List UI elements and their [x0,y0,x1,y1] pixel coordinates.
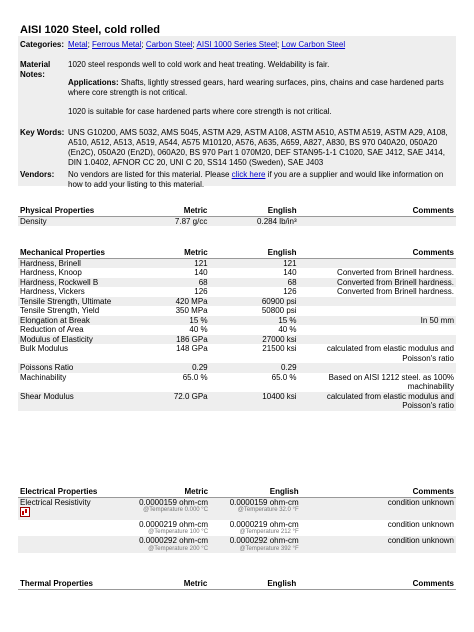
property-name: Shear Modulus [20,391,74,401]
metric-value: 148 GPa [176,344,208,353]
comment: Converted from Brinell hardness. [337,268,454,277]
table-row [18,363,456,373]
english-value: 121 [283,258,297,268]
comments-column-header: Comments [412,579,454,588]
table-row [18,520,456,537]
english-value: 126 [283,287,297,296]
material-notes-applications [68,78,452,98]
property-name: Density [20,216,47,226]
comment [299,363,456,373]
english-value: 50800 psi [261,306,297,315]
page-title: AISI 1020 Steel, cold rolled [20,24,160,36]
english-value: 27000 ksi [262,334,297,344]
categories-list: Metal; Ferrous Metal; Carbon Steel; AISI 1000 Series Steel; Low Carbon Steel [68,40,346,49]
vendors-text [68,170,452,190]
keywords-label: Key Words: [20,128,65,137]
metric-value: 140 [194,268,208,277]
property-name: Hardness, Brinell [20,258,81,268]
metric-value-text: 0.0000219 ohm-cm [139,519,209,529]
table-row [18,373,456,392]
property-name: Hardness, Rockwell B [20,277,99,287]
comment [299,325,456,335]
english-value: 65.0 % [271,372,297,382]
comment [299,297,456,307]
comment: Based on AISI 1212 steel. as 100% machinability [328,372,454,391]
table-row [18,287,456,297]
metric-value: 15 % [189,315,208,325]
table-row [18,335,456,345]
comment [299,306,456,316]
comment: calculated from elastic modulus and Poisson's ratio [326,344,454,363]
metric-value [127,520,210,537]
metric-value-text: 0.0000292 ohm-cm [139,536,209,545]
english-value [210,536,301,553]
comment: condition unknown [387,519,454,529]
metric-column-header: Metric [183,206,208,215]
electrical-properties-header: Electrical Properties [20,487,98,496]
property-name: Tensile Strength, Ultimate [20,296,112,306]
property-name: Tensile Strength, Yield [20,306,100,315]
english-column-header: English [267,579,297,588]
english-condition: @Temperature 212 °F [239,529,299,535]
comments-column-header: Comments [412,487,454,496]
english-value: 0.284 lb/in³ [257,216,297,226]
keywords-text: UNS G10200, AMS 5032, AMS 5045, ASTM A29, ASTM A108, ASTM A510, ASTM A519, ASTM A29, A108, A510, A512, A513, A519, A544, A575 M10120, A576, A635, A659, A827, A830, BS 970 040A20, 050A20 (En2C), 050A20 (En2D), 060A20, BS 970 Part 1 070M20, DEF STAN95-1-1 C1020, SAE J412, SAE J414, DIN 1.0402, AFNOR CC 20, UNI C 20, SS14 1450 (Sweden), SAE J403 [68,128,448,167]
english-value [210,520,301,537]
material-notes-p1: 1020 steel responds well to cold work and heat treating. Weldability is fair. [68,60,330,69]
english-value: 140 [283,268,297,277]
table-row [18,306,456,316]
table-row [18,497,456,520]
table-row [18,316,456,326]
metric-value: 126 [194,287,208,296]
property-cell [18,497,127,520]
english-condition: @Temperature 392 °F [239,545,299,552]
metric-column-header: Metric [183,579,208,588]
comment [299,335,456,345]
category-link-ferrous-metal[interactable]: Ferrous Metal [92,40,142,49]
applications-label: Applications: [68,78,119,87]
table-row [18,536,456,553]
metric-value: 7.87 g/cc [174,216,208,226]
english-value: 40 % [278,325,297,334]
category-link-metal[interactable]: Metal [68,40,88,49]
thermal-properties-header: Thermal Properties [20,579,93,588]
metric-value: 40 % [189,325,208,334]
table-row [18,325,456,335]
english-value [210,497,301,520]
english-value: 60900 psi [261,296,297,306]
metric-value: 121 [194,258,208,268]
table-row [18,258,456,268]
metric-value [127,536,210,553]
category-link-carbon-steel[interactable]: Carbon Steel [145,40,193,49]
applications-text: Shafts, lightly stressed gears, hard wearing surfaces, pins, chains and case hardened parts where core strength is not critical. [68,78,444,97]
category-link-low-carbon-steel[interactable]: Low Carbon Steel [281,40,346,49]
material-notes-p3: 1020 is suitable for case hardened parts where core strength is not critical. [68,107,332,116]
material-notes-label: Material Notes: [20,60,51,79]
metric-condition: @Temperature 100 °C [148,529,209,535]
property-name: Poissons Ratio [20,363,74,372]
table-row [18,268,456,278]
property-cell [18,520,127,537]
property-name: Machinability [20,372,67,382]
metric-condition: @Temperature 200 °C [148,545,209,552]
electrical-properties-table [18,487,456,553]
metric-value: 72.0 GPa [173,391,208,401]
comment: calculated from elastic modulus and Poisson's ratio [326,391,454,410]
table-row [18,344,456,363]
metric-column-header: Metric [184,487,209,496]
metric-value [127,497,210,520]
chart-icon[interactable] [20,507,30,517]
english-column-header: English [269,487,299,496]
comments-column-header: Comments [412,206,454,215]
english-value-text: 0.0000292 ohm-cm [229,536,299,545]
english-value: 10400 ksi [262,391,297,401]
comment: Converted from Brinell hardness. [337,277,454,287]
thermal-properties-table [18,579,456,590]
comment: In 50 mm [420,315,454,325]
vendors-text-after: if you are a supplier and would like information on how to add your listing to this material. [68,170,444,189]
vendors-label: Vendors: [20,170,55,179]
property-name: Modulus of Elasticity [20,334,93,344]
categories-label: Categories: [20,40,65,49]
metric-value: 420 MPa [175,296,208,306]
comment [299,216,456,226]
comments-column-header: Comments [412,248,454,257]
metric-value: 65.0 % [182,372,208,382]
comment: condition unknown [387,497,454,507]
comment: Converted from Brinell hardness. [337,287,454,296]
property-name: Hardness, Knoop [20,268,82,277]
english-value-text: 0.0000159 ohm-cm [229,497,299,507]
property-name: Hardness, Vickers [20,287,85,296]
metric-value-text: 0.0000159 ohm-cm [139,497,209,507]
english-value: 0.29 [280,363,297,372]
table-row [18,278,456,288]
property-name: Bulk Modulus [20,344,69,353]
table-row [18,216,456,226]
property-name: Electrical Resistivity [20,497,91,507]
english-value: 68 [287,277,297,287]
english-column-header: English [267,206,297,215]
metric-column-header: Metric [184,248,208,257]
property-cell [18,536,127,553]
english-condition: @Temperature 32.0 °F [237,507,299,513]
property-name: Elongation at Break [20,315,90,325]
metric-condition: @Temperature 0.000 °C [143,507,209,513]
metric-value: 0.29 [192,363,208,372]
comment: condition unknown [387,536,454,545]
english-value-text: 0.0000219 ohm-cm [229,519,299,529]
comment [299,258,456,268]
mechanical-properties-table [18,248,456,411]
metric-value: 186 GPa [176,334,208,344]
physical-properties-header: Physical Properties [20,206,95,215]
english-column-header: English [267,248,297,257]
table-row [18,392,456,411]
metric-value: 350 MPa [175,306,208,315]
english-value: 15 % [278,315,297,325]
mechanical-properties-header: Mechanical Properties [20,248,105,257]
physical-properties-table [18,206,456,226]
english-value: 21500 ksi [262,344,297,353]
vendors-text-before: No vendors are listed for this material. Please [68,170,232,179]
vendor-click-here-link[interactable]: click here [231,170,266,179]
category-link-aisi-1000[interactable]: AISI 1000 Series Steel [196,40,278,49]
table-row [18,297,456,307]
metric-value: 68 [198,277,208,287]
property-name: Reduction of Area [20,325,84,334]
